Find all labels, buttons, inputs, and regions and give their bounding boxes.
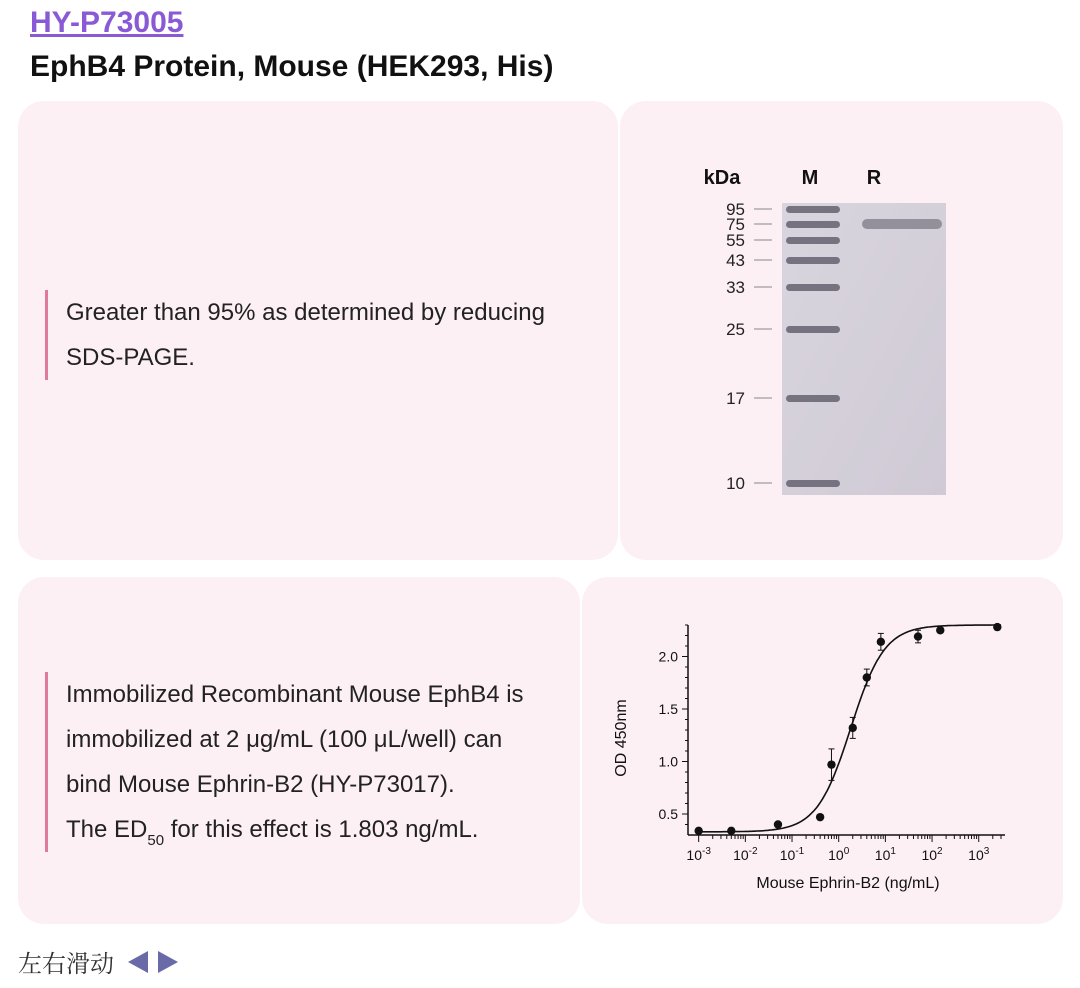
activity-line-4 bbox=[66, 807, 575, 852]
chart-data-point bbox=[816, 813, 824, 821]
activity-line-1: Immobilized Recombinant Mouse EphB4 is bbox=[66, 681, 524, 708]
chart-x-tick-label: $10^1$ bbox=[874, 846, 896, 863]
chart-y-tick-label: 1.0 bbox=[658, 753, 678, 770]
chart-data-point bbox=[694, 827, 702, 835]
chart-data-point bbox=[863, 673, 871, 681]
gel-marker-label-95: 95 bbox=[726, 200, 745, 219]
purity-line-2: SDS-PAGE. bbox=[66, 344, 195, 371]
gel-ladder-band bbox=[786, 284, 840, 291]
gel-sample-band bbox=[862, 219, 942, 229]
gel-marker-label-43: 43 bbox=[726, 251, 745, 270]
chart-x-axis-label: Mouse Ephrin-B2 (ng/mL) bbox=[756, 875, 940, 892]
chart-x-tick-label: $10^2$ bbox=[921, 846, 943, 863]
chart-x-tick-label: $10^0$ bbox=[828, 846, 850, 863]
gel-marker-label-25: 25 bbox=[726, 320, 745, 339]
purity-description bbox=[45, 290, 605, 380]
gel-ladder-band bbox=[786, 257, 840, 264]
chart-data-point bbox=[727, 827, 735, 835]
product-code-link[interactable]: HY-P73005 bbox=[30, 6, 184, 39]
chart-data-point bbox=[936, 626, 944, 634]
gel-ladder-band bbox=[786, 221, 840, 228]
chart-x-tick-label: $10^{-2}$ bbox=[733, 846, 758, 863]
purity-line-1: Greater than 95% as determined by reducing bbox=[66, 299, 545, 326]
gel-ladder-band bbox=[786, 206, 840, 213]
gel-ladder-band bbox=[786, 480, 840, 487]
ed50-suffix: for this effect is 1.803 ng/mL. bbox=[164, 816, 479, 843]
chart-data-point bbox=[774, 820, 782, 828]
activity-line-3: bind Mouse Ephrin-B2 (HY-P73017). bbox=[66, 771, 455, 798]
gel-background bbox=[782, 203, 946, 495]
chart-y-tick-label: 0.5 bbox=[658, 806, 678, 822]
swipe-hint-label: 左右滑动 bbox=[18, 951, 114, 978]
gel-marker-label-33: 33 bbox=[726, 278, 745, 297]
product-title: EphB4 Protein, Mouse (HEK293, His) bbox=[30, 50, 554, 83]
chart-data-point bbox=[914, 632, 922, 640]
gel-marker-label-55: 55 bbox=[726, 231, 745, 250]
gel-marker-label-17: 17 bbox=[726, 389, 745, 408]
chart-x-tick-label: $10^{-1}$ bbox=[779, 846, 805, 863]
chart-data-point bbox=[827, 760, 835, 768]
arrow-left-icon[interactable] bbox=[128, 951, 148, 973]
chart-data-point bbox=[877, 638, 885, 646]
ed50-binding-chart bbox=[600, 610, 1040, 900]
chart-data-point bbox=[849, 724, 857, 732]
gel-header-sample: R bbox=[866, 167, 882, 189]
ed50-prefix: The ED bbox=[66, 816, 148, 843]
chart-data-point bbox=[993, 623, 1001, 631]
gel-ladder-band bbox=[786, 237, 840, 244]
ed50-subscript: 50 bbox=[147, 832, 165, 849]
activity-line-2: immobilized at 2 μg/mL (100 μL/well) can bbox=[66, 726, 503, 753]
chart-y-axis-label: OD 450nm bbox=[613, 699, 630, 777]
activity-description bbox=[45, 672, 575, 852]
gel-marker-label-75: 75 bbox=[726, 215, 745, 234]
gel-marker-label-10: 10 bbox=[726, 474, 745, 493]
chart-y-tick-label: 1.5 bbox=[658, 701, 678, 717]
gel-ladder-band bbox=[786, 395, 840, 402]
chart-x-tick-label: $10^3$ bbox=[968, 846, 990, 863]
arrow-right-icon[interactable] bbox=[158, 951, 178, 973]
gel-header-marker: M bbox=[801, 167, 819, 189]
swipe-hint bbox=[18, 944, 178, 979]
chart-y-tick-label: 2.0 bbox=[658, 648, 678, 665]
gel-ladder-band bbox=[786, 326, 840, 333]
gel-header-kda: kDa bbox=[703, 167, 741, 189]
sds-page-gel-image bbox=[690, 160, 960, 500]
chart-x-tick-label: $10^{-3}$ bbox=[686, 846, 711, 863]
